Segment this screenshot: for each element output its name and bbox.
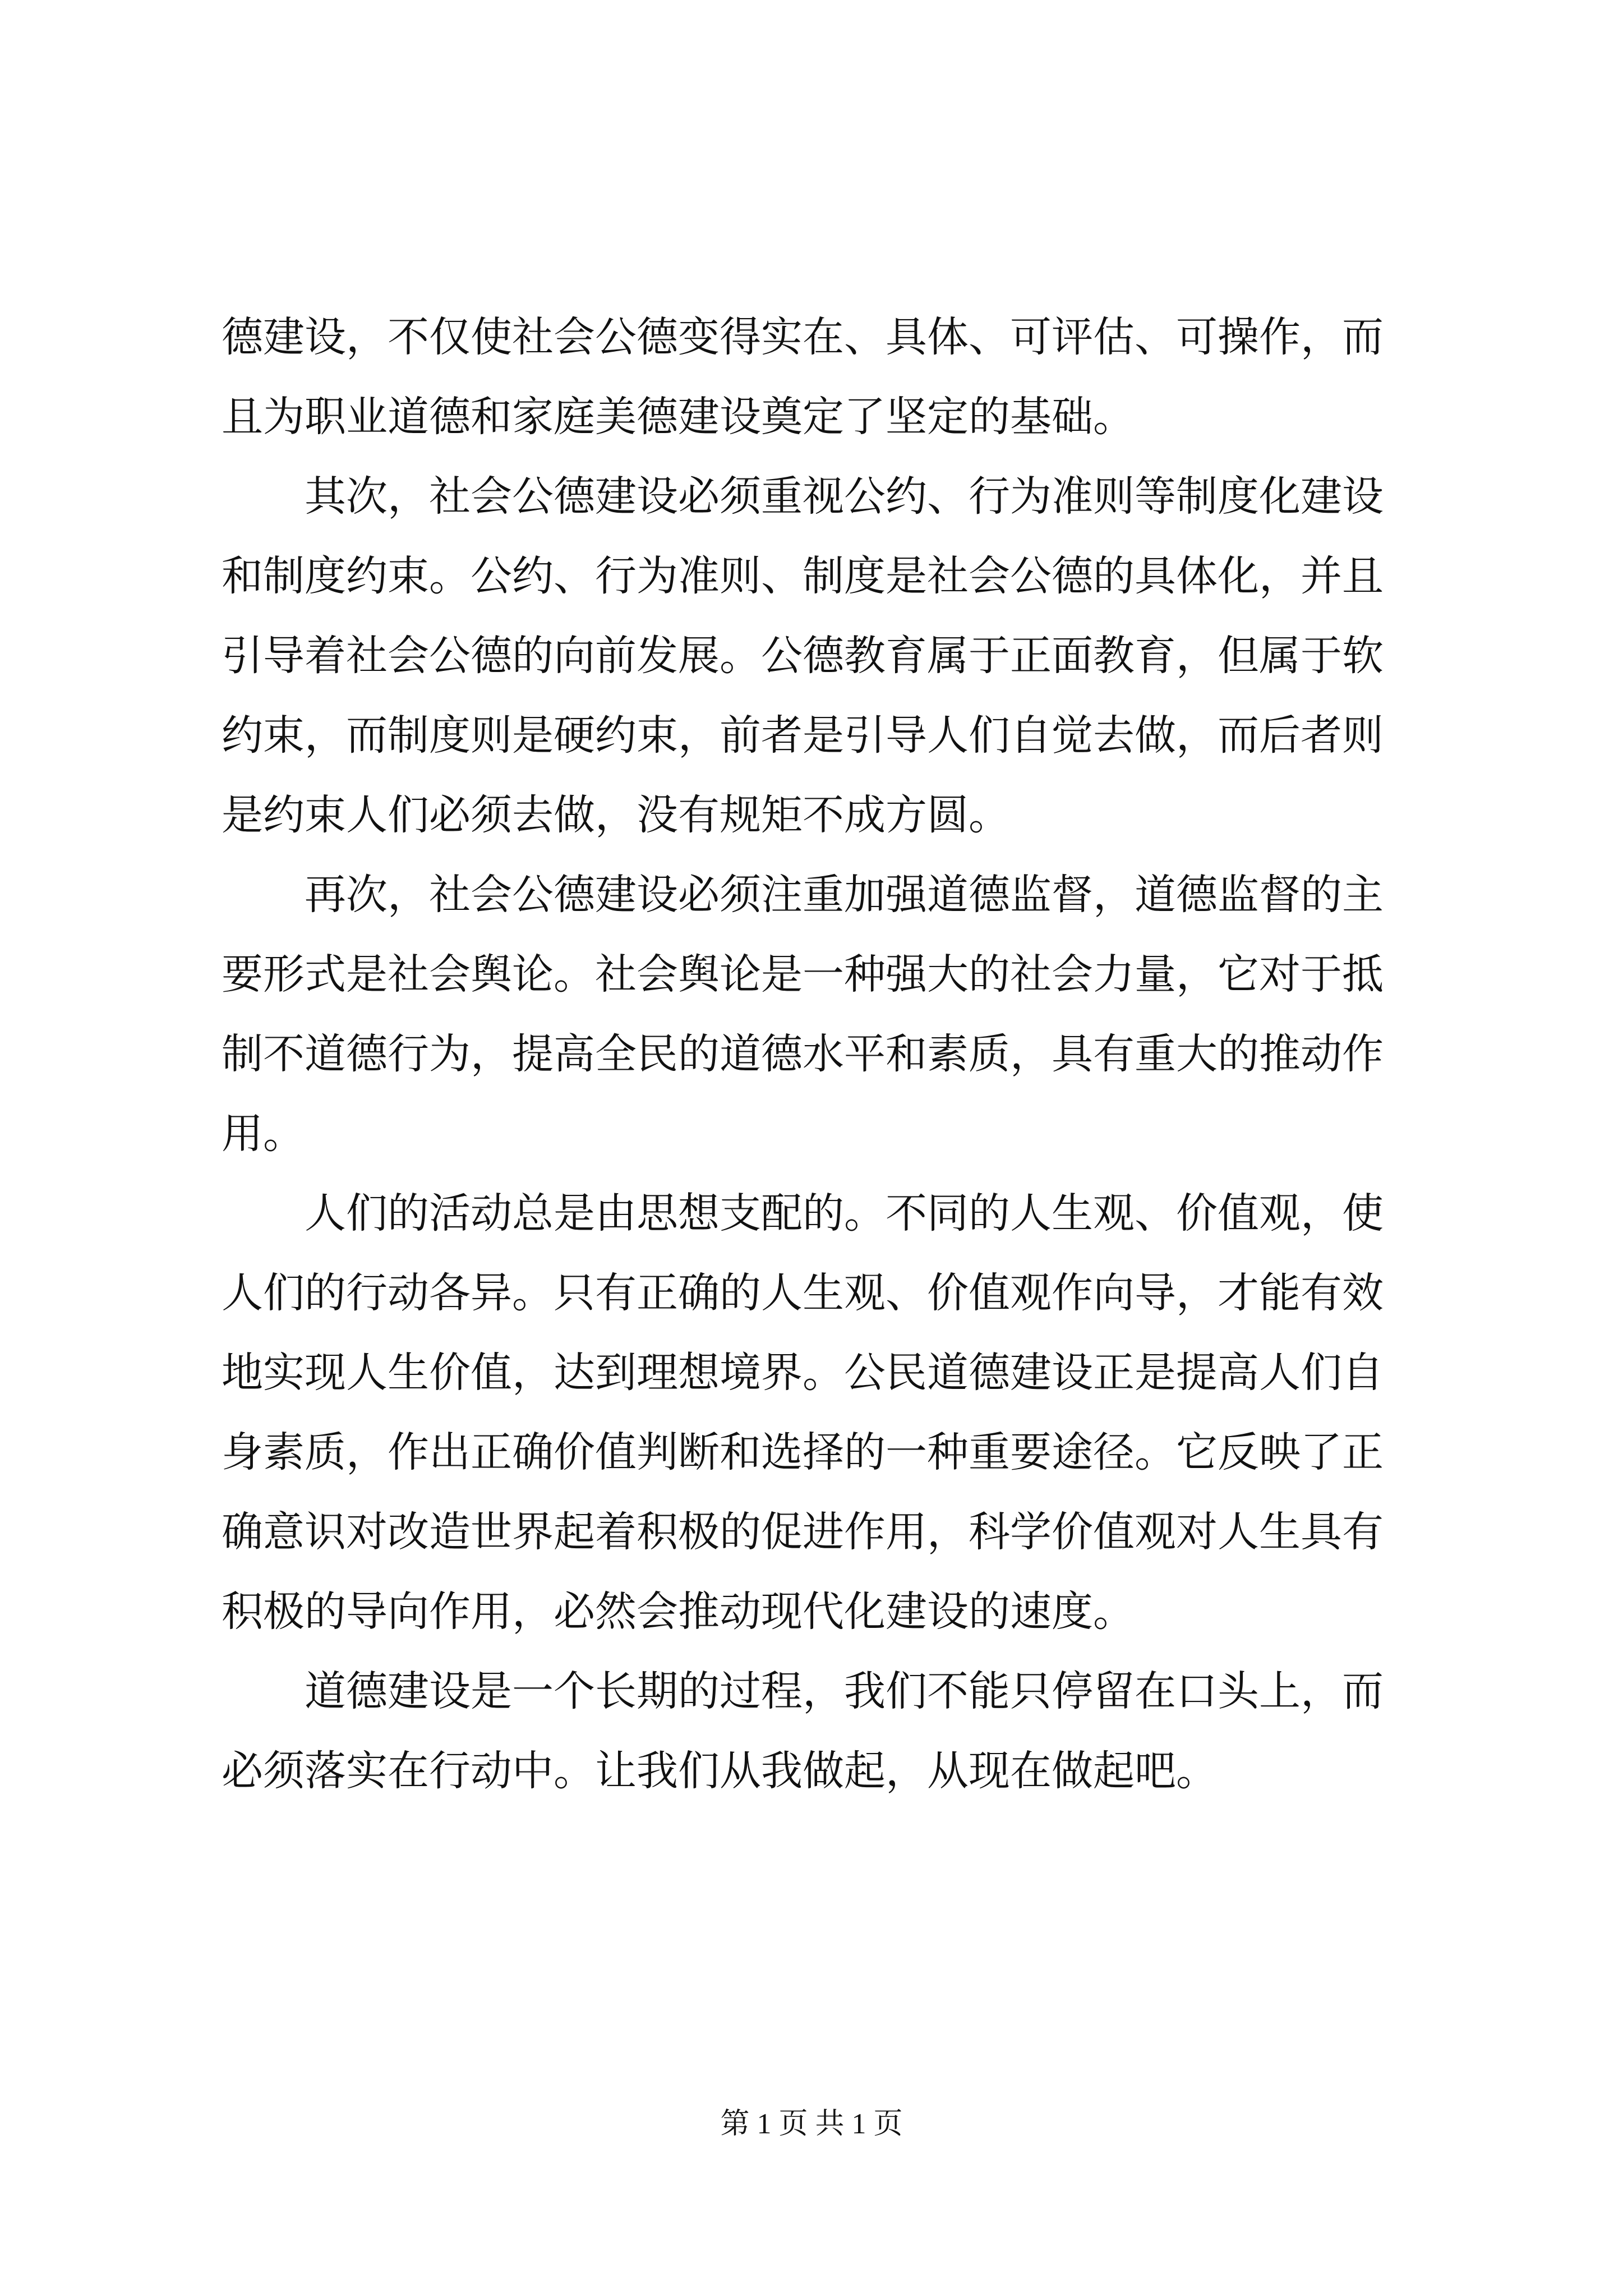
text-line: 确意识对改造世界起着积极的促进作用，科学价值观对人生具有 <box>222 1508 1384 1556</box>
text-line: 德建设，不仅使社会公德变得实在、具体、可评估、可操作，而 <box>222 313 1384 361</box>
text-line: 再次，社会公德建设必须注重加强道德监督，道德监督的主 <box>222 871 1384 919</box>
text-line: 地实现人生价值，达到理想境界。公民道德建设正是提高人们自 <box>222 1349 1384 1397</box>
text-line: 其次，社会公德建设必须重视公约、行为准则等制度化建设 <box>222 472 1384 521</box>
text-line: 是约束人们必须去做，没有规矩不成方圆。 <box>222 791 1010 839</box>
text-line: 约束，而制度则是硬约束，前者是引导人们自觉去做，而后者则 <box>222 711 1384 760</box>
text-line: 要形式是社会舆论。社会舆论是一种强大的社会力量，它对于抵 <box>222 950 1384 999</box>
text-line: 制不道德行为，提高全民的道德水平和素质，具有重大的推动作 <box>222 1030 1384 1078</box>
text-line: 引导着社会公德的向前发展。公德教育属于正面教育，但属于软 <box>222 632 1384 680</box>
text-line: 用。 <box>222 1110 305 1158</box>
body-text <box>222 297 1416 1811</box>
text-line: 和制度约束。公约、行为准则、制度是社会公德的具体化，并且 <box>222 552 1384 600</box>
text-line: 人们的行动各异。只有正确的人生观、价值观作向导，才能有效 <box>222 1269 1384 1317</box>
text-line: 身素质，作出正确价值判断和选择的一种重要途径。它反映了正 <box>222 1428 1384 1476</box>
text-line: 人们的活动总是由思想支配的。不同的人生观、价值观，使 <box>222 1189 1384 1237</box>
text-line: 且为职业道德和家庭美德建设奠定了坚定的基础。 <box>222 393 1135 441</box>
text-line: 道德建设是一个长期的过程，我们不能只停留在口头上，而 <box>222 1667 1384 1715</box>
page-footer: 第 1 页 共 1 页 <box>720 2108 903 2140</box>
text-line: 必须落实在行动中。让我们从我做起，从现在做起吧。 <box>222 1747 1218 1795</box>
text-line: 积极的导向作用，必然会推动现代化建设的速度。 <box>222 1588 1135 1636</box>
